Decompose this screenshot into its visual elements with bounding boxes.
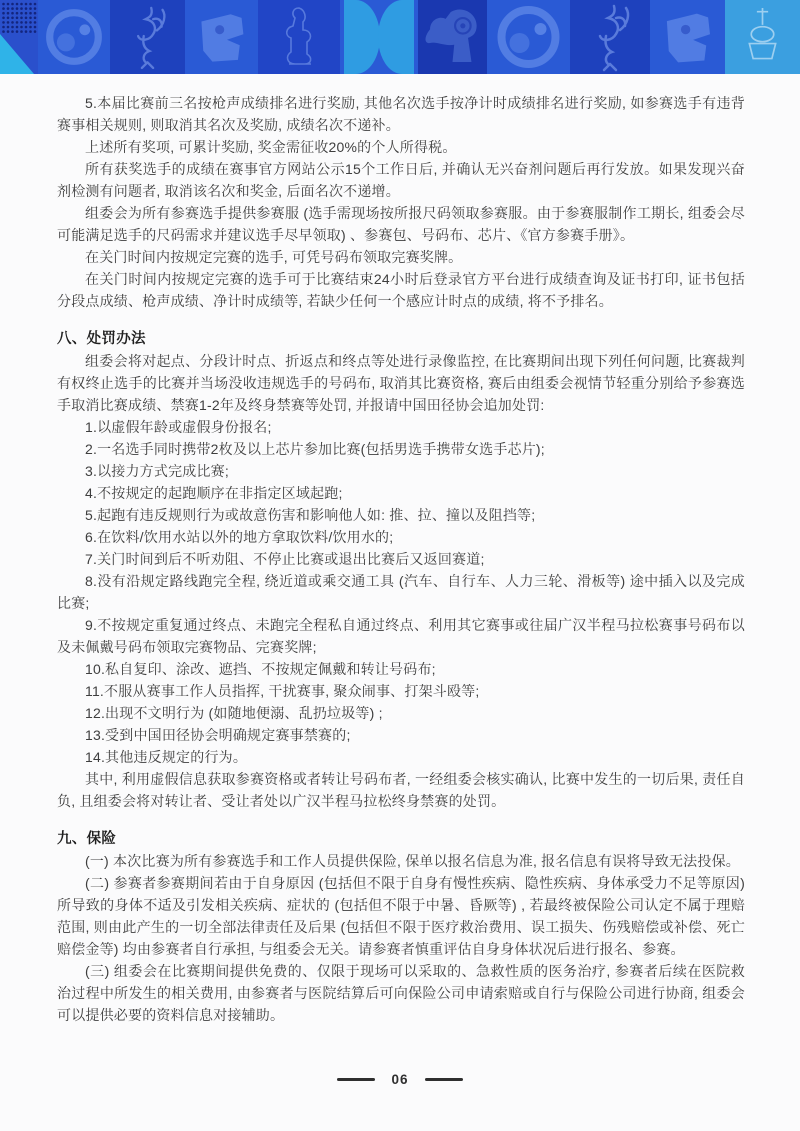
paragraph: 5.起跑有违反规则行为或故意伤害和影响他人如: 推、拉、撞以及阻挡等; (85, 507, 536, 523)
paragraph: 10.私自复印、涂改、遮挡、不按规定佩戴和转让号码布; (85, 661, 436, 677)
paragraph: 9.不按规定重复通过终点、未跑完全程私自通过终点、利用其它赛事或往届广汉半程马拉松赛事号码布以及未佩戴号码布领取完赛物品、完赛奖牌; (57, 617, 745, 655)
penalty-closing-paragraph: 其中, 利用虚假信息获取参赛资格或者转让号码布者, 一经组委会核实确认, 比赛中发生的一切后果, 责任自负, 且组委会将对转让者、受让者处以广汉半程马拉松终身禁赛的处罚。 (57, 771, 745, 809)
mask-face-tile (650, 0, 725, 74)
bird-figure-tile (110, 0, 185, 74)
paragraph: 组委会为所有参赛选手提供参赛服 (选手需现场按所报尺码领取参赛服。由于参赛服制作工期长, 组委会尽可能满足选手的尺码需求并建议选手尽早领取) 、参赛包、号码布、芯片、《官方参赛手册》。 (57, 205, 745, 243)
paragraph: 3.以接力方式完成比赛; (85, 463, 229, 479)
dots-triangle-icon (0, 0, 38, 74)
vessel-figure-tile (725, 0, 800, 74)
paragraph: 7.关门时间到后不听劝阻、不停止比赛或退出比赛后又返回赛道; (85, 551, 485, 567)
paragraph: 8.没有沿规定路线跑完全程, 绕近道或乘交通工具 (汽车、自行车、人力三轮、滑板等) 途中插入以及完成比赛; (57, 573, 745, 611)
document-content (0, 74, 800, 1026)
bird-figure-icon (110, 0, 185, 74)
paragraph: 在关门时间内按规定完赛的选手, 可凭号码布领取完赛奖牌。 (85, 249, 463, 265)
round-mask-icon (38, 0, 110, 74)
insurance-paragraphs (57, 850, 745, 1026)
dragon-head-icon (418, 0, 487, 74)
kneeling-figure-icon (258, 0, 340, 74)
penalty-section-heading: 八、处罚办法 (57, 331, 146, 347)
insurance-section-heading: 九、保险 (57, 831, 117, 847)
round-mask-icon (487, 0, 570, 74)
paragraph: 11.不服从赛事工作人员指挥, 干扰赛事, 聚众闹事、打架斗殴等; (85, 683, 480, 699)
page-number: 06 (391, 1072, 409, 1087)
paragraph: 1.以虚假年龄或虚假身份报名; (85, 419, 272, 435)
penalty-item-list (57, 416, 745, 768)
paragraph: 6.在饮料/饮用水站以外的地方拿取饮料/饮用水的; (85, 529, 394, 545)
bird-figure-icon (570, 0, 650, 74)
section-insurance (57, 828, 745, 1026)
round-mask-tile (38, 0, 110, 74)
bird-figure-tile (570, 0, 650, 74)
paragraph: 2.一名选手同时携带2枚及以上芯片参加比赛(包括男选手携带女选手芯片); (85, 441, 545, 457)
kneeling-figure-tile (258, 0, 340, 74)
twin-arcs-icon (340, 0, 418, 74)
paragraph: 5.本届比赛前三名按枪声成绩排名进行奖励, 其他名次选手按净计时成绩排名进行奖励, 如参赛选手有违背赛事相关规则, 则取消其名次及奖励, 成绩名次不递补。 (57, 95, 745, 133)
paragraph: 所有获奖选手的成绩在赛事官方网站公示15个工作日后, 并确认无兴奋剂问题后再行发放。如果发现兴奋剂检测有问题者, 取消该名次和奖金, 后面名次不递增。 (57, 161, 745, 199)
paragraph: (二) 参赛者参赛期间若由于自身原因 (包括但不限于自身有慢性疾病、隐性疾病、身体承受力不足等原因) 所导致的身体不适及引发相关疾病、症状的 (包括但不限于中暑、昏厥等) , 若最终被保险公司认定不属于理赔范围, 则由此产生的一切全部法律责任及后果 (包括但不限于医疗救治费用、误工损失、伤残赔偿或补偿、死亡赔偿金等) 均由参赛者自行承担, 与组委会无关。请参赛者慎重评估自身身体状况后进行报名、参赛。 (57, 875, 745, 957)
section-penalty (57, 328, 745, 812)
paragraph: 上述所有奖项, 可累计奖励, 奖金需征收20%的个人所得税。 (85, 139, 457, 155)
paragraph: 4.不按规定的起跑顺序在非指定区域起跑; (85, 485, 343, 501)
awards-paragraphs (57, 92, 745, 312)
paragraph: 在关门时间内按规定完赛的选手可于比赛结束24小时后登录官方平台进行成绩查询及证书打印, 证书包括分段点成绩、枪声成绩、净计时成绩等, 若缺少任何一个感应计时点的成绩, 将不予排名。 (57, 271, 745, 309)
paragraph: 14.其他违反规定的行为。 (85, 749, 248, 765)
footer-left-rule (337, 1078, 375, 1081)
dragon-head-tile (418, 0, 487, 74)
decorative-banner (0, 0, 800, 74)
mask-face-icon (185, 0, 258, 74)
round-mask-tile (487, 0, 570, 74)
paragraph: 12.出现不文明行为 (如随地便溺、乱扔垃圾等) ; (85, 705, 383, 721)
paragraph: 13.受到中国田径协会明确规定赛事禁赛的; (85, 727, 351, 743)
dots-triangle-tile (0, 0, 38, 74)
mask-face-tile (185, 0, 258, 74)
page-footer (0, 1072, 800, 1087)
penalty-intro-paragraph: 组委会将对起点、分段计时点、折返点和终点等处进行录像监控, 在比赛期间出现下列任何问题, 比赛裁判有权终止选手的比赛并当场没收违规选手的号码布, 取消其比赛资格, 赛后由组委会视情节轻重分别给予参赛选手取消比赛成绩、禁赛1-2年及终身禁赛等处罚, 并报请中国田径协会追加处罚: (57, 353, 745, 413)
section-awards (57, 92, 745, 312)
vessel-figure-icon (725, 0, 800, 74)
mask-face-icon (650, 0, 725, 74)
paragraph: (一) 本次比赛为所有参赛选手和工作人员提供保险, 保单以报名信息为准, 报名信息有误将导致无法投保。 (85, 853, 740, 869)
footer-right-rule (425, 1078, 463, 1081)
paragraph: (三) 组委会在比赛期间提供免费的、仅限于现场可以采取的、急救性质的医务治疗, 参赛者后续在医院救治过程中所发生的相关费用, 由参赛者与医院结算后可向保险公司申请索赔或自行与保险公司进行协商, 组委会可以提供必要的资料信息对接辅助。 (57, 963, 745, 1023)
twin-arcs-tile (340, 0, 418, 74)
